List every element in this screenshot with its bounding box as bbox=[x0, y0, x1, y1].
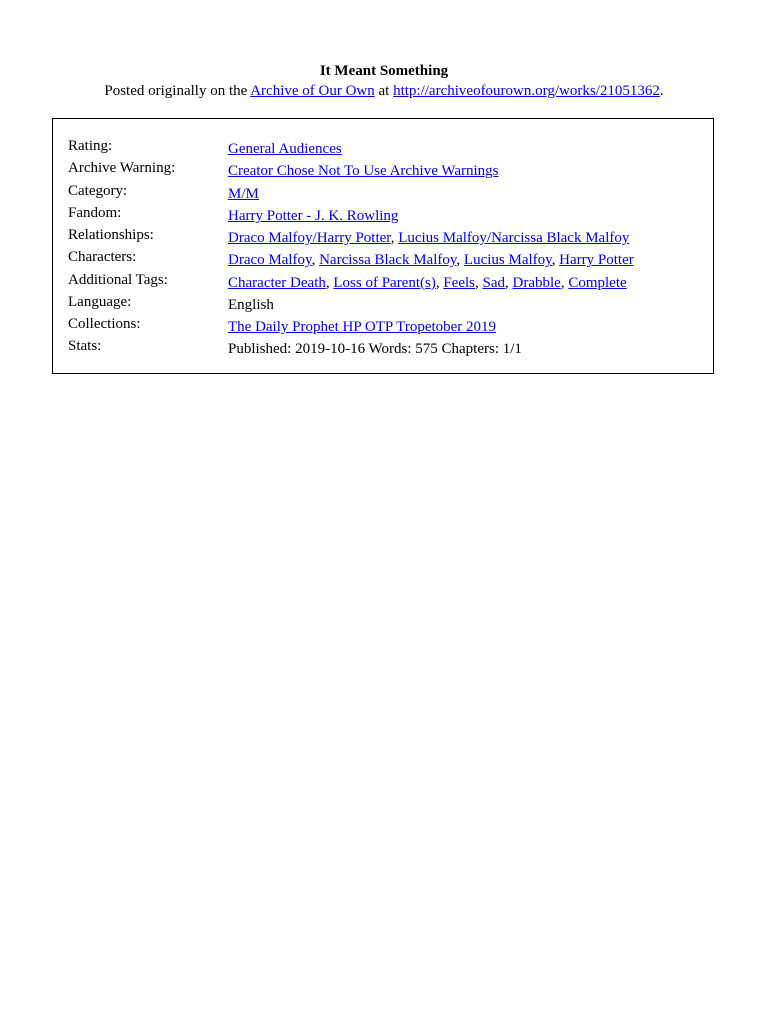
tag-link[interactable]: Sad bbox=[482, 275, 506, 291]
meta-value-relationships: Draco Malfoy/Harry Potter, Lucius Malfoy/Narcissa Black Malfoy bbox=[228, 230, 630, 246]
tag-link[interactable]: Narcissa Black Malfoy bbox=[319, 252, 457, 268]
archive-link[interactable]: Archive of Our Own bbox=[250, 83, 375, 99]
metadata-box bbox=[52, 118, 714, 374]
tag-link[interactable]: Draco Malfoy/Harry Potter bbox=[228, 230, 391, 246]
tag-link[interactable]: Harry Potter bbox=[559, 252, 634, 268]
tag-link[interactable]: Loss of Parent(s) bbox=[333, 275, 436, 291]
tag-link[interactable]: Complete bbox=[568, 275, 627, 291]
meta-label-category: Category: bbox=[68, 183, 128, 199]
meta-row-additional-tags bbox=[68, 271, 708, 293]
posted-suffix: . bbox=[659, 83, 664, 99]
meta-row-collections bbox=[68, 315, 708, 337]
meta-row-category bbox=[68, 182, 708, 204]
tag-link[interactable]: General Audiences bbox=[228, 141, 342, 157]
meta-row-fandom bbox=[68, 204, 708, 226]
meta-label-relationships: Relationships: bbox=[68, 227, 154, 243]
tag-link[interactable]: Creator Chose Not To Use Archive Warnings bbox=[228, 163, 499, 179]
meta-row-relationships bbox=[68, 226, 708, 248]
tag-link[interactable]: Harry Potter - J. K. Rowling bbox=[228, 208, 399, 224]
tag-link[interactable]: M/M bbox=[228, 186, 259, 202]
posted-prefix: Posted originally on the bbox=[104, 83, 251, 99]
tag-link[interactable]: Lucius Malfoy/Narcissa Black Malfoy bbox=[398, 230, 630, 246]
meta-label-collections: Collections: bbox=[68, 316, 141, 332]
meta-row-rating bbox=[68, 137, 708, 159]
meta-value-stats: Published: 2019-10-16 Words: 575 Chapters: 1/1 bbox=[228, 341, 522, 357]
tag-link[interactable]: Character Death bbox=[228, 275, 326, 291]
meta-row-warning bbox=[68, 159, 708, 181]
tag-link[interactable]: Draco Malfoy bbox=[228, 252, 312, 268]
work-title: It Meant Something bbox=[319, 63, 449, 79]
meta-label-rating: Rating: bbox=[68, 138, 113, 154]
meta-value-fandom bbox=[228, 207, 398, 225]
meta-row-stats bbox=[68, 337, 708, 359]
meta-value-rating bbox=[228, 140, 342, 158]
meta-label-fandom: Fandom: bbox=[68, 205, 122, 221]
posted-line bbox=[0, 82, 768, 100]
meta-label-stats: Stats: bbox=[68, 338, 102, 354]
meta-row-characters bbox=[68, 248, 708, 270]
collection-link[interactable]: The Daily Prophet HP OTP Tropetober 2019 bbox=[228, 319, 497, 335]
tag-link[interactable]: Feels bbox=[443, 275, 476, 291]
meta-label-warning: Archive Warning: bbox=[68, 160, 176, 176]
meta-value-characters: Draco Malfoy, Narcissa Black Malfoy, Lucius Malfoy, Harry Potter bbox=[228, 252, 634, 268]
meta-row-language bbox=[68, 293, 708, 315]
meta-value-language: English bbox=[228, 297, 274, 313]
meta-label-language: Language: bbox=[68, 294, 132, 310]
work-url-link[interactable]: http://archiveofourown.org/works/21051362 bbox=[393, 83, 660, 99]
meta-label-characters: Characters: bbox=[68, 249, 137, 265]
meta-value-warning bbox=[228, 162, 498, 180]
meta-value-category bbox=[228, 185, 259, 203]
posted-middle: at bbox=[374, 83, 394, 99]
tag-link[interactable]: Drabble bbox=[512, 275, 561, 291]
meta-label-additional-tags: Additional Tags: bbox=[68, 272, 168, 288]
meta-value-additional-tags: Character Death, Loss of Parent(s), Feels, Sad, Drabble, Complete bbox=[228, 275, 627, 291]
tag-link[interactable]: Lucius Malfoy bbox=[463, 252, 552, 268]
meta-value-collections bbox=[228, 318, 496, 336]
